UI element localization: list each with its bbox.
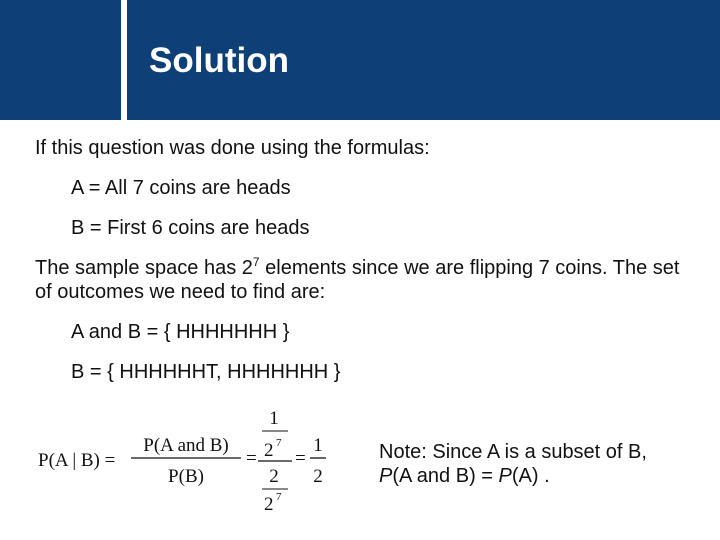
formula-lhs: P(A | B) = <box>38 450 116 471</box>
event-b-definition: B = First 6 coins are heads <box>71 217 310 239</box>
note-line-2 <box>379 464 699 488</box>
note-p-italic-1: P <box>379 465 393 487</box>
banner-divider <box>121 0 127 120</box>
event-a-definition: A = All 7 coins are heads <box>71 177 291 199</box>
formula-equals-1: = <box>246 448 257 469</box>
fraction2-top-denominator-exponent: 7 <box>276 437 282 449</box>
fraction3-denominator: 2 <box>313 466 323 487</box>
sample-space-after: elements since we are flipping 7 coins. The set of outcomes we need to find are: <box>35 257 680 303</box>
intro-text: If this question was done using the formulas: <box>35 137 430 159</box>
slide-body <box>35 136 695 384</box>
fraction2-bottom-numerator: 2 <box>269 466 279 487</box>
note-line-1: Note: Since A is a subset of B, <box>379 441 647 463</box>
title-banner <box>0 0 720 120</box>
formula-equals-2: = <box>295 448 306 469</box>
fraction2-bottom-denominator-exponent: 7 <box>276 491 282 503</box>
sample-space-exponent: 7 <box>252 255 260 269</box>
sample-space-before: The sample space has 2 <box>35 257 253 279</box>
fraction3-numerator: 1 <box>313 435 323 456</box>
fraction2-bottom-denominator-base: 2 <box>264 494 274 515</box>
fraction2-top-denominator-base: 2 <box>264 440 274 461</box>
note-middle: (A and B) = <box>392 465 499 487</box>
set-b: B = { HHHHHHT, HHHHHHH } <box>71 361 341 383</box>
fraction2-top-numerator: 1 <box>269 408 279 429</box>
sample-space-text <box>35 256 695 304</box>
slide-title: Solution <box>149 41 289 80</box>
fraction1-numerator: P(A and B) <box>143 435 229 456</box>
conditional-probability-formula <box>36 404 346 519</box>
note-p-italic-2: P <box>498 465 512 487</box>
fraction1-denominator: P(B) <box>168 466 204 487</box>
note-end: (A) . <box>511 465 550 487</box>
note-text <box>379 440 699 488</box>
set-a-and-b: A and B = { HHHHHHH } <box>71 321 290 343</box>
